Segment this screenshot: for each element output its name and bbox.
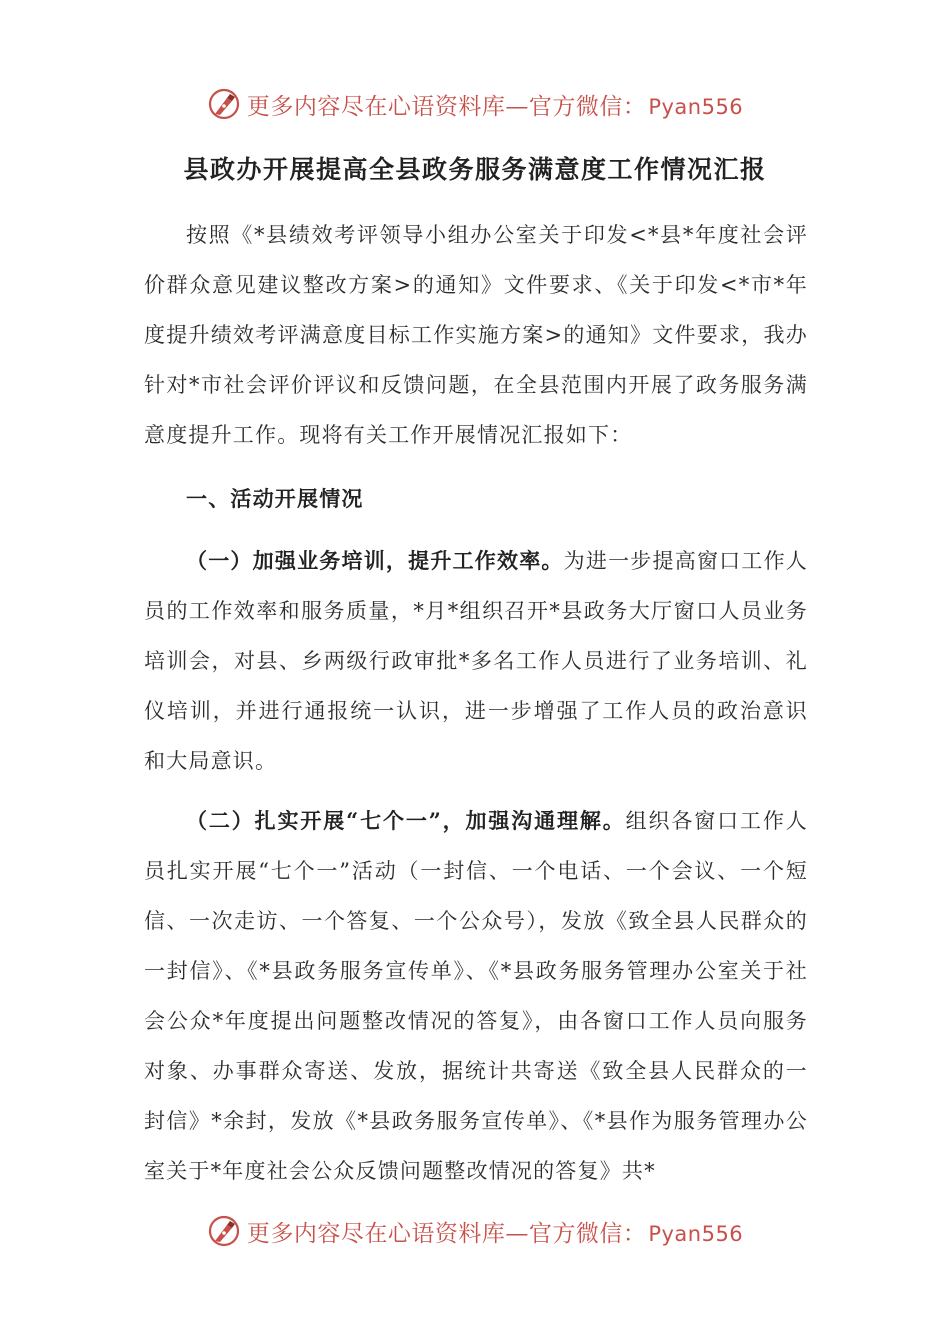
intro-paragraph: 按照《*县绩效考评领导小组办公室关于印发<*县*年度社会评价群众意见建议整改方案>的通知》文件要求、《关于印发<*市*年度提升绩效考评满意度目标工作实施方案>的通知》文件要求，我办针对*市社会评价评议和反馈问题，在全县范围内开展了政务服务满意度提升工作。现将有关工作开展情况汇报如下：: [144, 223, 808, 447]
document-title: 县政办开展提高全县政务服务满意度工作情况汇报: [183, 155, 767, 184]
footer-banner: [0, 1209, 950, 1253]
item-text-1: 为进一步提高窗口工作人员的工作效率和服务质量，*月*组织召开*县政务大厅窗口人员业务培训会，对县、乡两级行政审批*多名工作人员进行了业务培训、礼仪培训，并进行通报统一认识，进一步增强了工作人员的政治意识和大局意识。: [144, 549, 808, 773]
header-banner: [0, 82, 950, 126]
item-lead-2: （二）扎实开展“七个一”，加强沟通理解。: [186, 808, 626, 833]
item-paragraph-1: [144, 536, 808, 786]
item-text-2: 组织各窗口工作人员扎实开展“七个一”活动（一封信、一个电话、一个会议、一个短信、一次走访、一个答复、一个公众号），发放《致全县人民群众的一封信》、《*县政务服务宣传单》、《*县政务服务管理办公室关于社会公众*年度提出问题整改情况的答复》，由各窗口工作人员向服务对象、办事群众寄送、发放，据统计共寄送《致全县人民群众的一封信》*余封，发放《*县政务服务宣传单》、《*县作为服务管理办公室关于*年度社会公众反馈问题整改情况的答复》共*: [144, 809, 808, 1183]
banner-text: 更多内容尽在心语资料库—官方微信：Pyan556: [246, 1220, 744, 1247]
wechat-handle: Pyan556: [648, 1221, 744, 1246]
document-body: [144, 210, 808, 1196]
pen-nib-logo-icon: [207, 1214, 241, 1248]
item-paragraph-2: [144, 796, 808, 1196]
section-heading: 一、活动开展情况: [186, 486, 364, 511]
banner-text: 更多内容尽在心语资料库—官方微信：Pyan556: [246, 93, 744, 120]
pen-nib-logo-icon: [207, 87, 241, 121]
item-lead-1: （一）加强业务培训，提升工作效率。: [186, 548, 564, 573]
wechat-handle: Pyan556: [648, 94, 744, 119]
